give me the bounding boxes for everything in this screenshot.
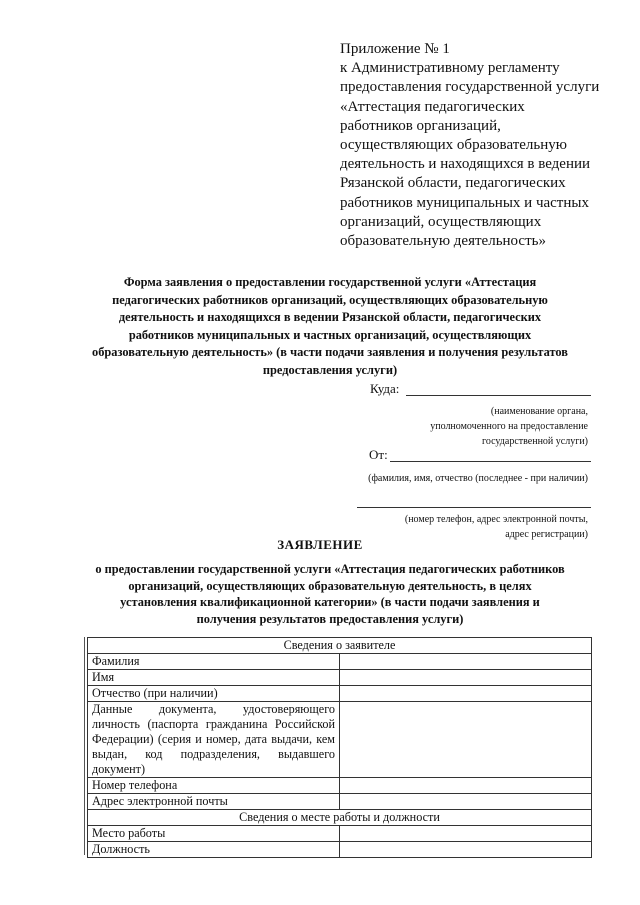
- statement-subtitle: [70, 561, 590, 627]
- section-work-header: Сведения о месте работы и должности: [88, 810, 592, 826]
- phone-label: Номер телефона: [88, 778, 340, 794]
- form-title-line: образовательную деятельность» (в части подачи заявления и получения результатов: [92, 345, 568, 360]
- document-label: Данные документа, удостоверяющего личность (паспорта гражданина Российской Федерации) (серия и номер, дата выдачи, кем выдан, код подразделения, выдавшего документ): [88, 702, 340, 778]
- table-row: [88, 778, 592, 794]
- form-title-line: педагогических работников организаций, осуществляющих образовательную: [112, 292, 548, 307]
- statement-subtitle-line: о предоставлении государственной услуги «Аттестация педагогических работников: [95, 562, 565, 576]
- workplace-field[interactable]: [340, 826, 592, 842]
- table-row: [88, 702, 592, 778]
- table-row: [88, 794, 592, 810]
- appendix-block: [340, 40, 630, 251]
- table-section-row: [88, 810, 592, 826]
- from-input-line[interactable]: [390, 461, 591, 462]
- table-row: [88, 842, 592, 858]
- statement-subtitle-line: установления квалификационной категории» (в части подачи заявления и: [120, 595, 540, 609]
- appendix-line: «Аттестация педагогических: [340, 98, 525, 115]
- appendix-line: работников муниципальных и частных: [340, 194, 589, 211]
- position-field[interactable]: [340, 842, 592, 858]
- document-field[interactable]: [340, 702, 592, 778]
- to-label: Куда:: [370, 381, 400, 396]
- patronymic-label: Отчество (при наличии): [88, 686, 340, 702]
- form-title-line: работников муниципальных и частных организаций, осуществляющих: [128, 327, 532, 342]
- from-note: [368, 471, 588, 486]
- appendix-line: к Административному регламенту: [340, 60, 560, 77]
- statement-title: ЗАЯВЛЕНИЕ: [277, 537, 363, 552]
- contact-note-line: (номер телефон, адрес электронной почты,: [404, 514, 588, 525]
- workplace-label: Место работы: [88, 826, 340, 842]
- name-label: Имя: [88, 670, 340, 686]
- contact-note-line: адрес регистрации): [505, 529, 588, 540]
- name-field[interactable]: [340, 670, 592, 686]
- to-note-line: уполномоченного на предоставление: [430, 421, 588, 432]
- position-label: Должность: [88, 842, 340, 858]
- from-note-line: (фамилия, имя, отчество (последнее - при наличии): [368, 473, 588, 484]
- table-row: [88, 826, 592, 842]
- appendix-line: организаций, осуществляющих: [340, 213, 542, 230]
- table-section-row: [88, 638, 592, 654]
- to-note: [430, 404, 588, 449]
- table-left-rule: [84, 637, 85, 855]
- appendix-line: Рязанской области, педагогических: [340, 175, 566, 192]
- to-note-line: (наименование органа,: [490, 406, 588, 417]
- table-row: [88, 654, 592, 670]
- statement-subtitle-line: получения результатов предоставления услуги): [196, 611, 464, 626]
- table-row: [88, 670, 592, 686]
- form-title-line: Форма заявления о предоставлении государственной услуги «Аттестация: [123, 275, 537, 289]
- patronymic-field[interactable]: [340, 686, 592, 702]
- surname-field[interactable]: [340, 654, 592, 670]
- appendix-line: осуществляющих образовательную: [340, 137, 567, 154]
- appendix-line: деятельность и находящихся в ведении: [340, 156, 591, 173]
- form-title-line: деятельность и находящихся в ведении Рязанской области, педагогических: [118, 310, 542, 325]
- email-field[interactable]: [340, 794, 592, 810]
- phone-field[interactable]: [340, 778, 592, 794]
- section-applicant-header: Сведения о заявителе: [88, 638, 592, 654]
- email-label: Адрес электронной почты: [88, 794, 340, 810]
- surname-label: Фамилия: [88, 654, 340, 670]
- appendix-line: образовательную деятельность»: [340, 233, 546, 250]
- to-note-line: государственной услуги): [482, 436, 588, 447]
- form-title: [60, 274, 600, 380]
- form-title-line: предоставления услуги): [262, 362, 398, 377]
- appendix-line: предоставления государственной услуги: [340, 79, 600, 96]
- appendix-line: работников организаций,: [340, 117, 501, 134]
- appendix-line: Приложение № 1: [340, 41, 450, 57]
- to-input-line[interactable]: [406, 395, 591, 396]
- from-label: От:: [369, 447, 388, 462]
- contact-input-line[interactable]: [357, 507, 591, 508]
- applicant-table: [87, 637, 592, 858]
- statement-subtitle-line: организаций, осуществляющих образовательную деятельность, в целях: [128, 578, 532, 593]
- table-row: [88, 686, 592, 702]
